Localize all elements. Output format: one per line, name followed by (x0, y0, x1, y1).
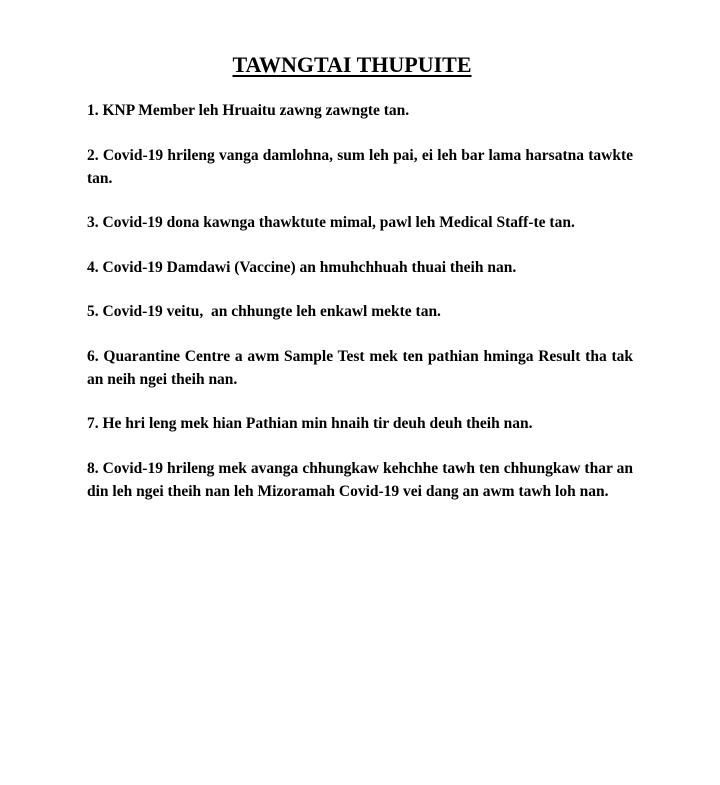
list-item: 5. Covid-19 veitu, an chhungte leh enkawl mekte tan. (87, 303, 441, 320)
list-item: 8. Covid-19 hrileng mek avanga chhungkaw kehchhe tawh ten chhungkaw thar an din leh ngei theih nan leh Mizoramah Covid-19 vei dang an awm tawh loh nan. (87, 459, 637, 500)
list-item: 1. KNP Member leh Hruaitu zawng zawngte tan. (87, 102, 410, 119)
list-item: 4. Covid-19 Damdawi (Vaccine) an hmuhchhuah thuai theih nan. (87, 258, 517, 276)
list-item: 7. He hri leng mek hian Pathian min hnaih tir deuh deuh theih nan. (87, 415, 533, 432)
list-item: 6. Quarantine Centre a awm Sample Test mek ten pathian hminga Result tha tak an neih ngei theih nan. (87, 347, 637, 388)
document-title: TAWNGTAI THUPUITE (232, 52, 472, 77)
list-item: 2. Covid-19 hrileng vanga damlohna, sum leh pai, ei leh bar lama harsatna tawkte tan. (87, 146, 637, 187)
list-item: 3. Covid-19 dona kawnga thawktute mimal, pawl leh Medical Staff-te tan. (87, 214, 575, 231)
prayer-list (87, 99, 637, 524)
